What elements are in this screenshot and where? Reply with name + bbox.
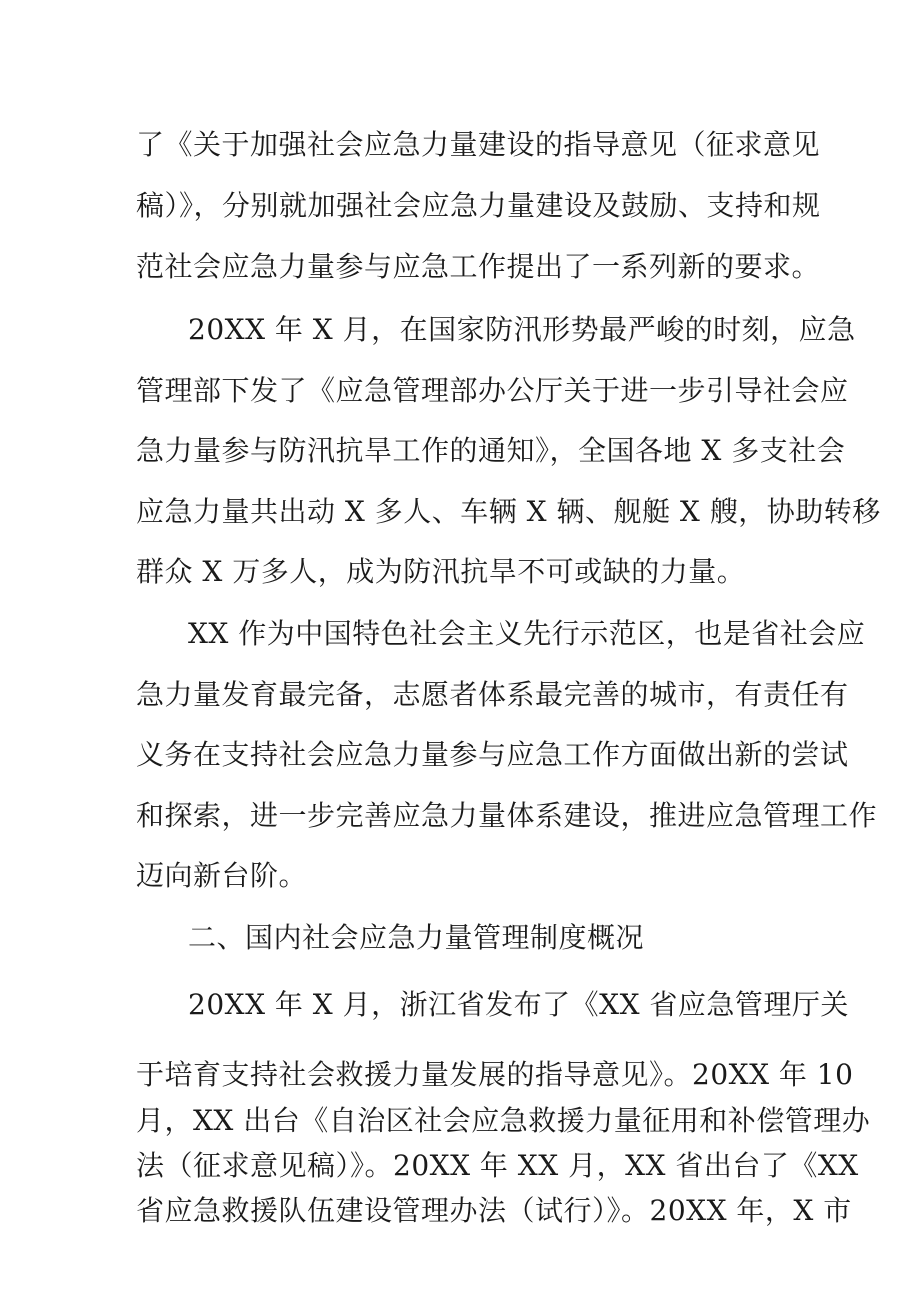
paragraph-line: 急力量参与防汛抗旱工作的通知》，全国各地 X 多支社会 [136,434,846,467]
paragraph-line: 应急力量共出动 X 多人、车辆 X 辆、舰艇 X 艘，协助转移 [136,495,881,528]
paragraph-line: 义务在支持社会应急力量参与应急工作方面做出新的尝试 [136,738,849,771]
paragraph-line: 省应急救援队伍建设管理办法（试行）》。20XX 年，X 市 [136,1194,852,1227]
paragraph-line: 20XX 年 X 月，浙江省发布了《XX 省应急管理厅关 [188,988,849,1021]
paragraph-line: 群众 X 万多人，成为防汛抗旱不可或缺的力量。 [136,555,746,588]
paragraph-line: 了《关于加强社会应急力量建设的指导意见（征求意见 [136,128,821,161]
paragraph-line: 于培育支持社会救援力量发展的指导意见》。20XX 年 10 [136,1058,854,1091]
paragraph-line: 和探索，进一步完善应急力量体系建设，推进应急管理工作 [136,799,878,832]
paragraph-line: 稿）》，分别就加强社会应急力量建设及鼓励、支持和规 [136,189,821,222]
paragraph-line: XX 作为中国特色社会主义先行示范区，也是省社会应 [188,617,866,650]
section-heading: 二、国内社会应急力量管理制度概况 [188,921,645,954]
paragraph-line: 急力量发育最完备，志愿者体系最完善的城市，有责任有 [136,678,849,711]
paragraph-line: 迈向新台阶。 [136,859,308,892]
paragraph-line: 月，XX 出台《自治区社会应急救援力量征用和补偿管理办 [136,1104,871,1137]
paragraph-line: 管理部下发了《应急管理部办公厅关于进一步引导社会应 [136,374,849,407]
paragraph-line: 范社会应急力量参与应急工作提出了一系列新的要求。 [136,250,821,283]
paragraph-line: 法（征求意见稿）》。20XX 年 XX 月，XX 省出台了《XX [136,1149,859,1182]
paragraph-line: 20XX 年 X 月，在国家防汛形势最严峻的时刻，应急 [188,313,856,346]
